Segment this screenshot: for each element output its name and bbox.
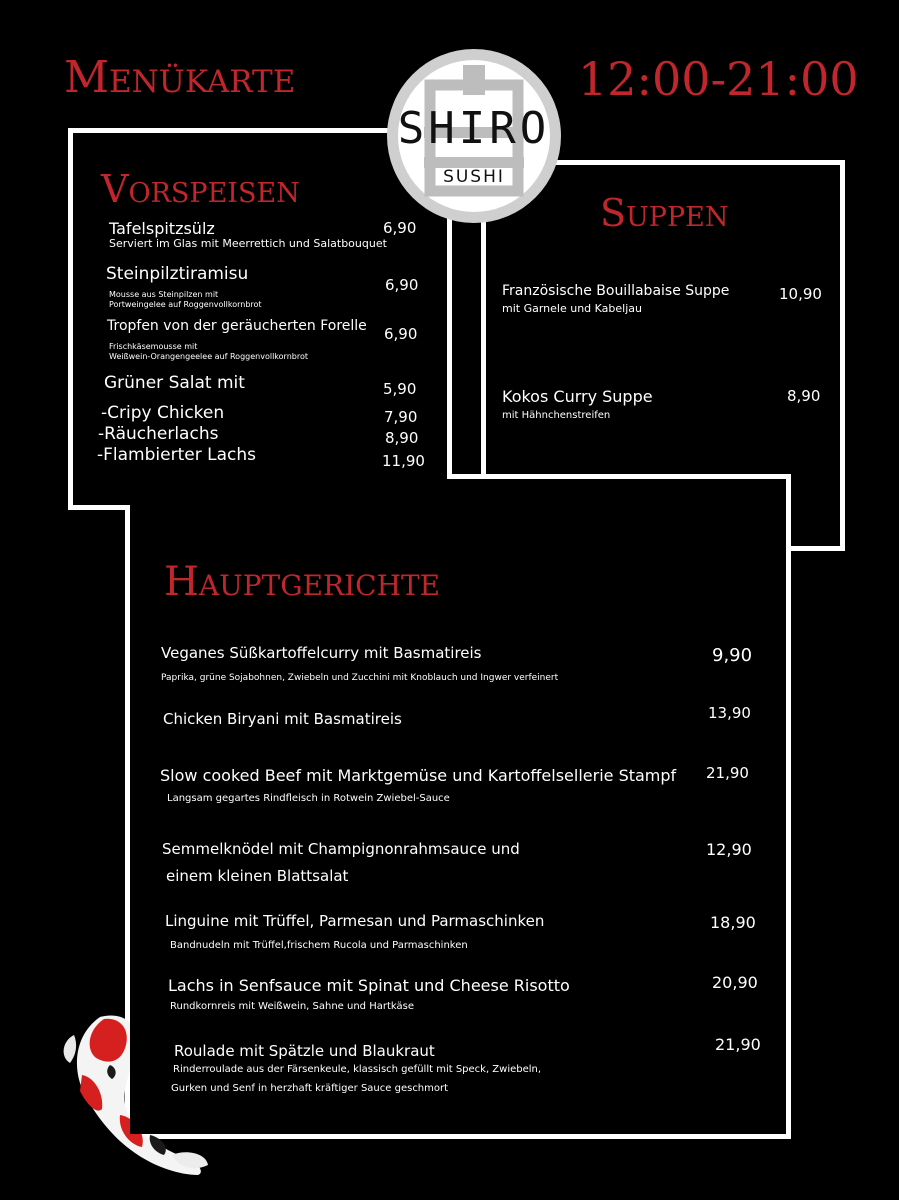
menu-item-price: 11,90 (382, 452, 425, 470)
opening-hours: 12:00-21:00 (578, 52, 859, 106)
menu-item-price: 13,90 (708, 704, 751, 722)
menu-item-name: Semmelknödel mit Champignonrahmsauce und (162, 840, 520, 858)
suppen-title: Suppen (600, 191, 729, 235)
shiro-sushi-logo (383, 45, 565, 227)
hauptgerichte-panel (130, 479, 786, 1134)
menu-item-price: 6,90 (385, 276, 419, 294)
menu-item-name: Roulade mit Spätzle und Blaukraut (174, 1042, 435, 1060)
logo-brand: SHIRO (397, 103, 551, 154)
menu-item-price: 6,90 (384, 325, 418, 343)
menu-item-price: 21,90 (715, 1035, 761, 1054)
menu-item-desc: mit Hähnchenstreifen (502, 410, 611, 421)
menu-title: Menükarte (64, 52, 296, 103)
menu-item-name: Französische Bouillabaise Suppe (502, 283, 730, 299)
menu-item-price: 10,90 (779, 285, 822, 303)
menu-item-desc: Gurken und Senf in herzhaft kräftiger Sauce geschmort (171, 1083, 449, 1094)
menu-item-desc: Weißwein-Orangengeelee auf Roggenvollkornbrot (109, 352, 308, 361)
menu-item-desc: Rinderroulade aus der Färsenkeule, klassisch gefüllt mit Speck, Zwiebeln, (173, 1064, 542, 1075)
menu-item-desc: Langsam gegartes Rindfleisch in Rotwein Zwiebel-Sauce (167, 793, 450, 804)
menu-item-price: 5,90 (383, 380, 417, 398)
menu-item-price: 20,90 (712, 973, 758, 992)
menu-item-name: Grüner Salat mit (104, 373, 245, 393)
menu-item-name: -Flambierter Lachs (97, 445, 256, 465)
menu-item-name: Tropfen von der geräucherten Forelle (107, 318, 367, 334)
menu-item-desc: Paprika, grüne Sojabohnen, Zwiebeln und Zucchini mit Knoblauch und Ingwer verfeinert (161, 673, 559, 683)
menu-item-name: Slow cooked Beef mit Marktgemüse und Kartoffelsellerie Stampf (160, 766, 677, 785)
menu-item-price: 18,90 (710, 913, 756, 932)
vorspeisen-title: Vorspeisen (101, 167, 300, 211)
menu-item-desc: Mousse aus Steinpilzen mit (109, 290, 219, 299)
menu-item-desc: Bandnudeln mit Trüffel,frischem Rucola und Parmaschinken (170, 940, 468, 951)
menu-item-name: Veganes Süßkartoffelcurry mit Basmatireis (161, 644, 482, 662)
menu-item-desc: Portweingelee auf Roggenvollkornbrot (109, 300, 262, 309)
menu-item-desc: mit Garnele und Kabeljau (502, 302, 642, 315)
menu-item-name: -Räucherlachs (98, 424, 219, 444)
menu-item-name: -Cripy Chicken (101, 403, 225, 423)
menu-item-price: 6,90 (383, 219, 417, 237)
menu-item-price: 7,90 (384, 408, 418, 426)
menu-item-price: 21,90 (706, 764, 749, 782)
menu-item-name: Lachs in Senfsauce mit Spinat und Cheese Risotto (168, 976, 570, 995)
menu-item-desc: Serviert im Glas mit Meerrettich und Salatbouquet (109, 237, 387, 250)
menu-item-name: Kokos Curry Suppe (502, 387, 653, 406)
logo-sub: SUSHI (443, 167, 505, 187)
hauptgerichte-title: Hauptgerichte (164, 559, 441, 605)
menu-item-name: Linguine mit Trüffel, Parmesan und Parmaschinken (165, 912, 545, 930)
menu-item-name: Steinpilztiramisu (106, 264, 249, 284)
menu-item-desc: Rundkornreis mit Weißwein, Sahne und Hartkäse (170, 1001, 414, 1012)
menu-item-desc: Frischkäsemousse mit (109, 342, 198, 351)
menu-item-price: 12,90 (706, 840, 752, 859)
menu-item-price: 8,90 (787, 387, 821, 405)
menu-item-name: Chicken Biryani mit Basmatireis (163, 710, 402, 728)
menu-item-price: 9,90 (712, 645, 753, 666)
menu-item-price: 8,90 (385, 429, 419, 447)
menu-item-name: einem kleinen Blattsalat (166, 867, 349, 885)
menu-item-name: Tafelspitzsülz (109, 219, 215, 238)
